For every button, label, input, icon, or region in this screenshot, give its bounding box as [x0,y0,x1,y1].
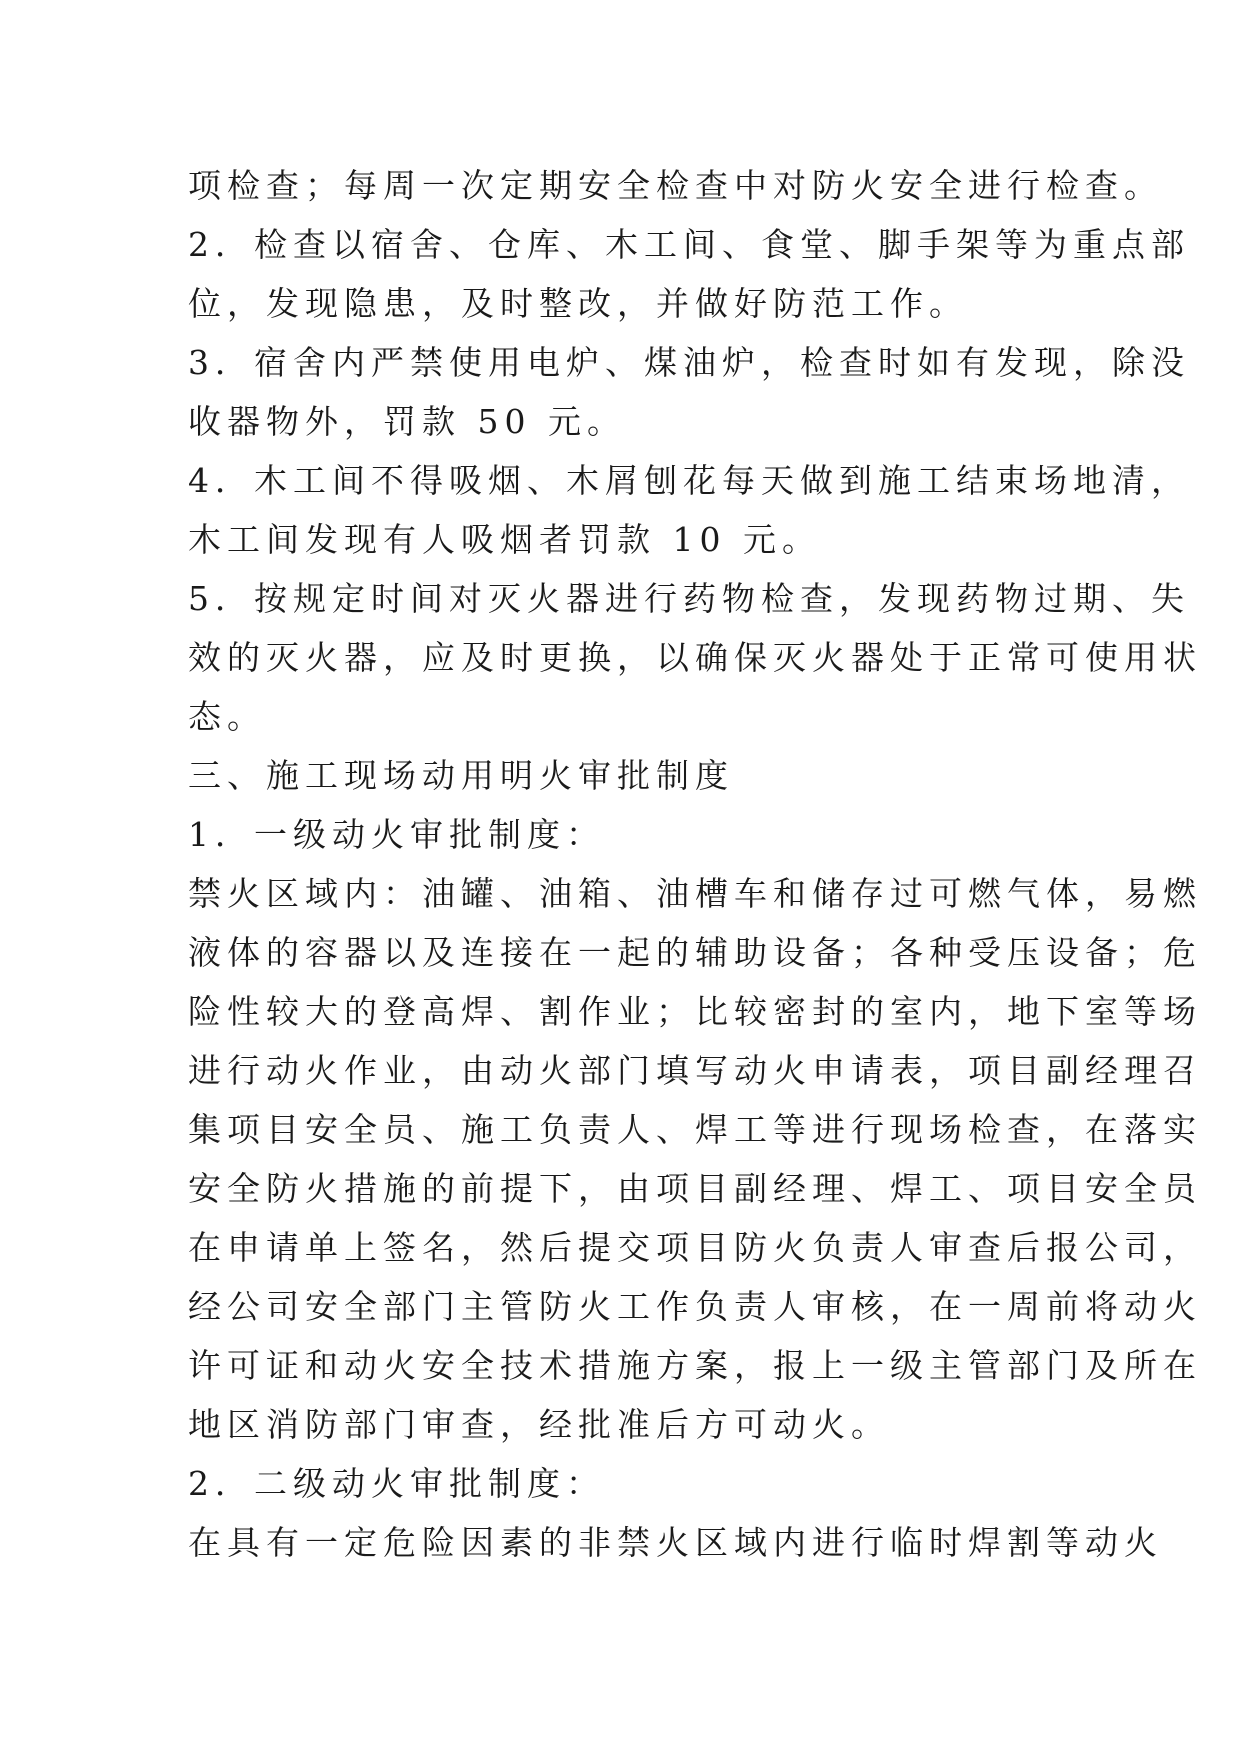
text-line: 安全防火措施的前提下，由项目副经理、焊工、项目安全员 [188,1169,1202,1208]
text-line: 经公司安全部门主管防火工作负责人审核，在一周前将动火 [188,1287,1202,1326]
text-line: 项检查；每周一次定期安全检查中对防火安全进行检查。 [188,166,1163,205]
text-line: 进行动火作业，由动火部门填写动火申请表，项目副经理召 [188,1051,1202,1090]
text-line: 在申请单上签名，然后提交项目防火负责人审查后报公司， [188,1228,1202,1267]
text-line: 收器物外，罚款 50 元。 [188,402,626,441]
text-line: 许可证和动火安全技术措施方案，报上一级主管部门及所在 [188,1346,1202,1385]
text-line: 在具有一定危险因素的非禁火区域内进行临时焊割等动火 [188,1523,1163,1562]
text-line: 5．按规定时间对灭火器进行药物检查，发现药物过期、失 [188,579,1190,618]
text-line: 险性较大的登高焊、割作业；比较密封的室内，地下室等场 [188,992,1202,1031]
section-heading: 三、施工现场动用明火审批制度 [188,756,734,795]
subsection-heading: 1．一级动火审批制度： [188,815,605,854]
subsection-heading: 2．二级动火审批制度： [188,1464,605,1503]
text-line: 2．检查以宿舍、仓库、木工间、食堂、脚手架等为重点部 [188,225,1190,264]
body-text [188,156,1202,1572]
text-line: 3．宿舍内严禁使用电炉、煤油炉，检查时如有发现，除没 [188,343,1190,382]
text-line: 位，发现隐患，及时整改，并做好防范工作。 [188,284,968,323]
text-line: 集项目安全员、施工负责人、焊工等进行现场检查，在落实 [188,1110,1202,1149]
text-line: 4．木工间不得吸烟、木屑刨花每天做到施工结束场地清， [188,461,1190,500]
text-line: 效的灭火器，应及时更换，以确保灭火器处于正常可使用状 [188,638,1202,677]
text-line: 液体的容器以及连接在一起的辅助设备；各种受压设备；危 [188,933,1202,972]
text-line: 地区消防部门审查，经批准后方可动火。 [188,1405,890,1444]
text-line: 木工间发现有人吸烟者罚款 10 元。 [188,520,821,559]
text-line: 态。 [188,697,266,736]
text-line: 禁火区域内：油罐、油箱、油槽车和储存过可燃气体，易燃 [188,874,1202,913]
